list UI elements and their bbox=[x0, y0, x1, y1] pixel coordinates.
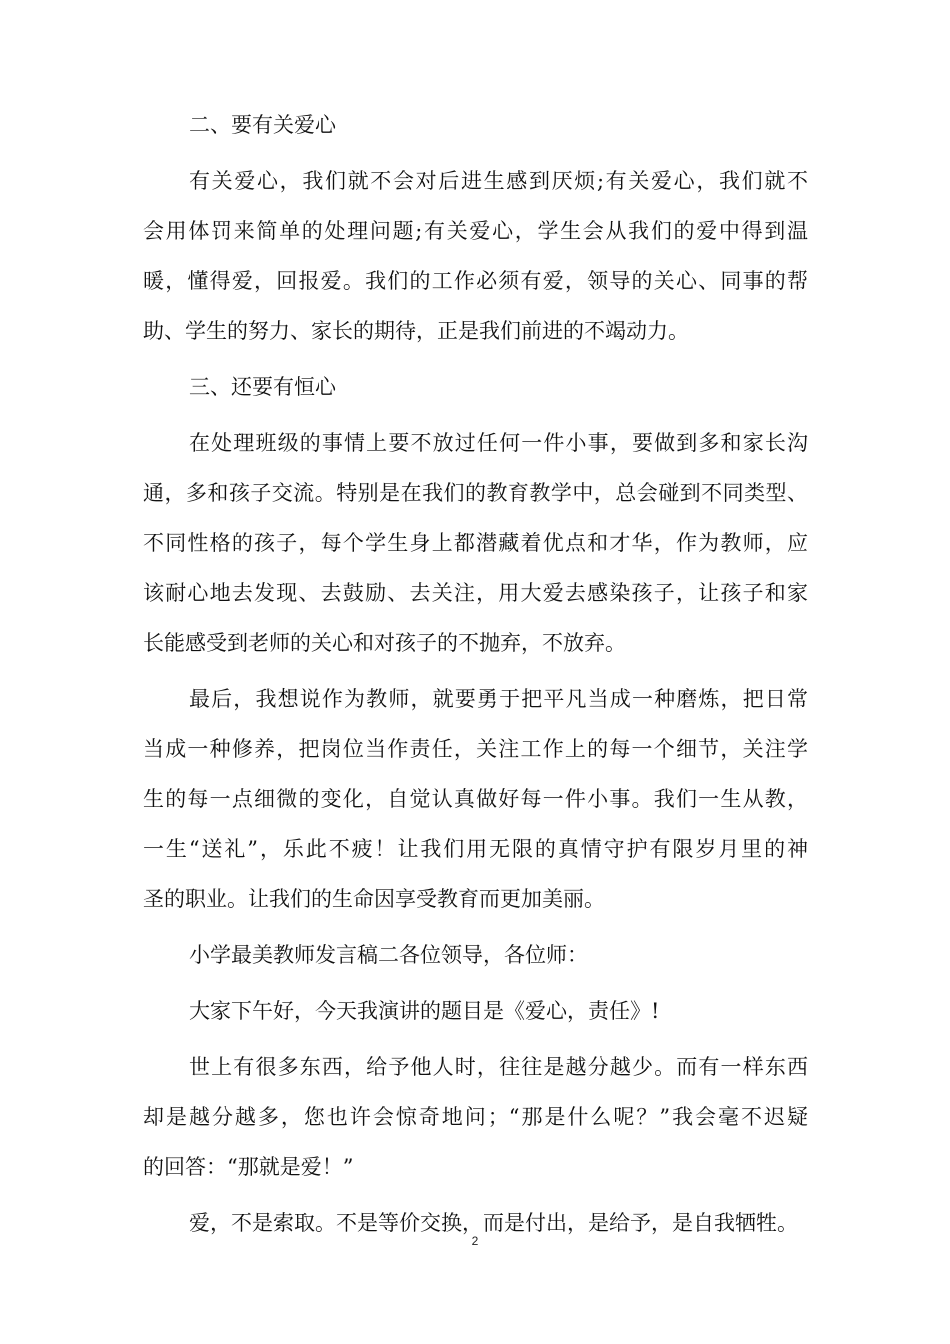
text-line: 圣的职业。让我们的生命因享受教育而更加美丽。 bbox=[143, 887, 605, 911]
text-line: 却是越分越多，您也许会惊奇地问；“那是什么呢？”我会毫不迟疑 bbox=[143, 1105, 808, 1129]
text-line: 生的每一点细微的变化，自觉认真做好每一件小事。我们一生从教， bbox=[143, 787, 808, 811]
paragraph-finally bbox=[143, 674, 808, 924]
text-line: 会用体罚来简单的处理问题;有关爱心，学生会从我们的爱中得到温 bbox=[143, 219, 808, 243]
page-number: 2 bbox=[471, 1234, 479, 1248]
text-line: 不同性格的孩子，每个学生身上都潜藏着优点和才华，作为教师，应 bbox=[143, 531, 808, 555]
paragraph-love bbox=[143, 156, 808, 356]
text-line: 世上有很多东西，给予他人时，往往是越分越少。而有一样东西 bbox=[189, 1055, 808, 1079]
text-line: 通，多和孩子交流。特别是在我们的教育教学中，总会碰到不同类型、 bbox=[143, 481, 808, 505]
text-line: 的回答：“那就是爱！” bbox=[143, 1155, 354, 1179]
document-body bbox=[143, 100, 808, 1248]
text-line: 有关爱心，我们就不会对后进生感到厌烦;有关爱心，我们就不 bbox=[189, 169, 808, 193]
speech-two-title bbox=[143, 930, 808, 980]
section-heading-3 bbox=[143, 362, 808, 412]
paragraph-world bbox=[143, 1042, 808, 1192]
text-line: 该耐心地去发现、去鼓励、去关注，用大爱去感染孩子，让孩子和家 bbox=[143, 581, 808, 605]
section-heading-2 bbox=[143, 100, 808, 150]
text-line: 最后，我想说作为教师，就要勇于把平凡当成一种磨炼，把日常 bbox=[189, 687, 808, 711]
text-line: 三、还要有恒心 bbox=[189, 375, 336, 399]
text-line: 小学最美教师发言稿二各位领导，各位师： bbox=[189, 943, 588, 967]
text-line: 助、学生的努力、家长的期待，正是我们前进的不竭动力。 bbox=[143, 319, 689, 343]
text-line: 当成一种修养，把岗位当作责任，关注工作上的每一个细节，关注学 bbox=[143, 737, 808, 761]
text-line: 在处理班级的事情上要不放过任何一件小事，要做到多和家长沟 bbox=[189, 431, 808, 455]
text-line: 长能感受到老师的关心和对孩子的不抛弃，不放弃。 bbox=[143, 631, 626, 655]
text-line: 一生“送礼”，乐此不疲！让我们用无限的真情守护有限岁月里的神 bbox=[143, 837, 808, 861]
text-line: 大家下午好，今天我演讲的题目是《爱心，责任》! bbox=[189, 999, 660, 1023]
paragraph-greeting bbox=[143, 986, 808, 1036]
paragraph-perseverance bbox=[143, 418, 808, 668]
text-line: 爱，不是索取。不是等价交换，而是付出，是给予，是自我牺牲。 bbox=[189, 1211, 798, 1235]
text-line: 暖，懂得爱，回报爱。我们的工作必须有爱，领导的关心、同事的帮 bbox=[143, 269, 808, 293]
text-line: 二、要有关爱心 bbox=[189, 113, 336, 137]
